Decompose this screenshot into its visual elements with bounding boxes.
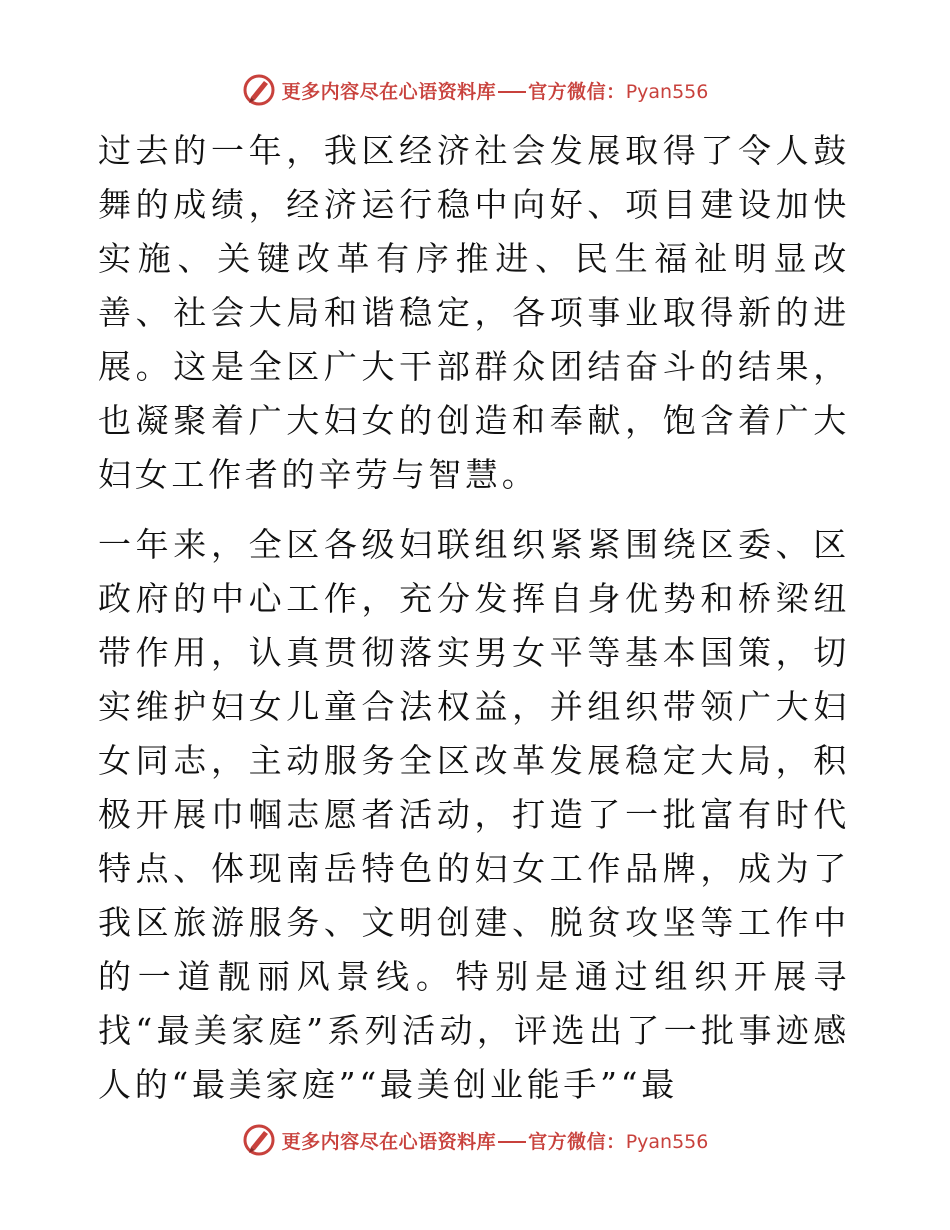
- header-account-id: Pyan556: [625, 80, 709, 103]
- header-banner-prefix: 更多内容尽在心语资料库: [281, 80, 497, 103]
- footer-banner: [0, 1120, 950, 1160]
- footer-banner-suffix: 官方微信：: [528, 1130, 626, 1153]
- header-banner-separator: [498, 91, 526, 93]
- footer-banner-text: [282, 1127, 709, 1154]
- paragraph-1: 过去的一年，我区经济社会发展取得了令人鼓舞的成绩，经济运行稳中向好、项目建设加快实施、关键改革有序推进、民生福祉明显改善、社会大局和谐稳定，各项事业取得新的进展。这是全区广大干部群众团结奋斗的结果，也凝聚着广大妇女的创造和奉献，饱含着广大妇女工作者的辛劳与智慧。: [98, 131, 850, 494]
- document-body: [98, 124, 850, 1112]
- header-banner: [0, 70, 950, 110]
- brand-seal-icon: [242, 1123, 276, 1157]
- paragraph-2: 一年来，全区各级妇联组织紧紧围绕区委、区政府的中心工作，充分发挥自身优势和桥梁纽带作用，认真贯彻落实男女平等基本国策，切实维护妇女儿童合法权益，并组织带领广大妇女同志，主动服务全区改革发展稳定大局，积极开展巾帼志愿者活动，打造了一批富有时代特点、体现南岳特色的妇女工作品牌，成为了我区旅游服务、文明创建、脱贫攻坚等工作中的一道靓丽风景线。特别是通过组织开展寻找“最美家庭”系列活动，评选出了一批事迹感人的“最美家庭”“最美创业能手”“最: [98, 525, 850, 1104]
- footer-account-id: Pyan556: [625, 1130, 709, 1153]
- brand-seal-icon: [242, 73, 276, 107]
- header-banner-text: [282, 77, 709, 104]
- footer-banner-separator: [498, 1141, 526, 1143]
- header-banner-suffix: 官方微信：: [528, 80, 626, 103]
- footer-banner-prefix: 更多内容尽在心语资料库: [281, 1130, 497, 1153]
